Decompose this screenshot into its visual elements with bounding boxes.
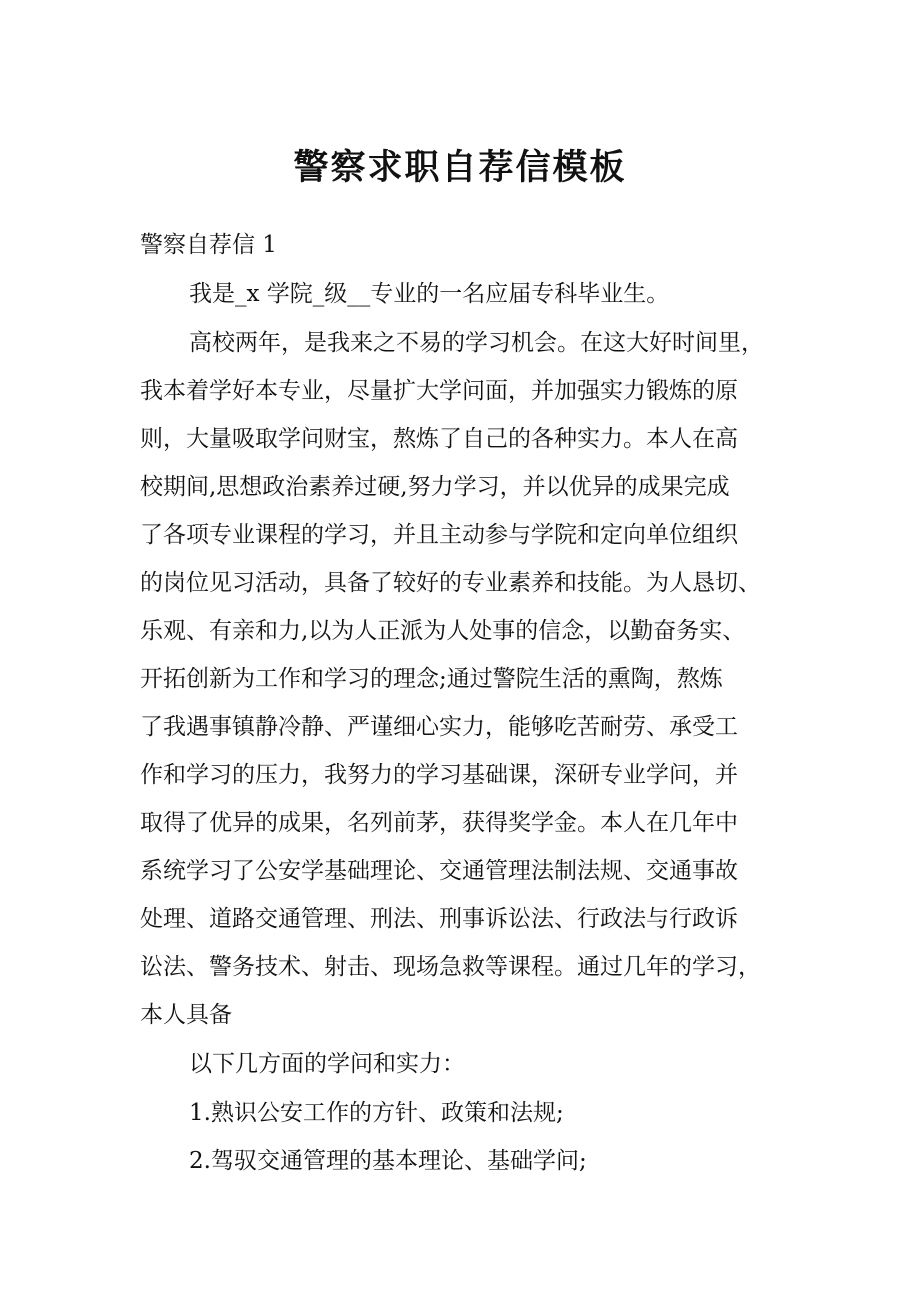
- paragraph-line: 高校两年，是我来之不易的学习机会。在这大好时间里，: [189, 330, 764, 356]
- paragraph-line: 取得了优异的成果，名列前茅，获得奖学金。本人在几年中: [140, 810, 738, 836]
- paragraph-line: 开拓创新为工作和学习的理念;通过警院生活的熏陶，熬炼: [140, 666, 723, 692]
- paragraph-line: 了我遇事镇静冷静、严谨细心实力，能够吃苦耐劳、承受工: [140, 714, 738, 740]
- paragraph-line: 以下几方面的学问和实力：: [189, 1051, 465, 1077]
- paragraph-line: 本人具备: [140, 1002, 232, 1028]
- letter-heading: 警察自荐信 1: [140, 232, 277, 258]
- paragraph-line: 作和学习的压力，我努力的学习基础课，深研专业学问，并: [140, 762, 738, 788]
- paragraph-line: 讼法、警务技术、射击、现场急救等课程。通过几年的学习，: [140, 954, 761, 980]
- document-title: 警察求职自荐信模板: [293, 147, 627, 188]
- paragraph-line: 了各项专业课程的学习，并且主动参与学院和定向单位组织: [140, 522, 738, 548]
- paragraph-line: 乐观、有亲和力,以为人正派为人处事的信念，以勤奋务实、: [140, 618, 746, 644]
- paragraph-line: 校期间,思想政治素养过硬,努力学习，并以优异的成果完成: [140, 474, 730, 500]
- paragraph-line: 我本着学好本专业，尽量扩大学问面，并加强实力锻炼的原: [140, 378, 738, 404]
- list-item: 1.熟识公安工作的方针、政策和法规;: [189, 1100, 564, 1126]
- paragraph-line: 的岗位见习活动，具备了较好的专业素养和技能。为人恳切、: [140, 570, 761, 596]
- list-item: 2.驾驭交通管理的基本理论、基础学问;: [189, 1148, 587, 1174]
- paragraph-line: 处理、道路交通管理、刑法、刑事诉讼法、行政法与行政诉: [140, 906, 738, 932]
- paragraph-line: 系统学习了公安学基础理论、交通管理法制法规、交通事故: [140, 858, 738, 884]
- paragraph-line: 则，大量吸取学问财宝，熬炼了自己的各种实力。本人在高: [140, 426, 738, 452]
- paragraph-line: 我是_x 学院_级__专业的一名应届专科毕业生。: [189, 281, 670, 307]
